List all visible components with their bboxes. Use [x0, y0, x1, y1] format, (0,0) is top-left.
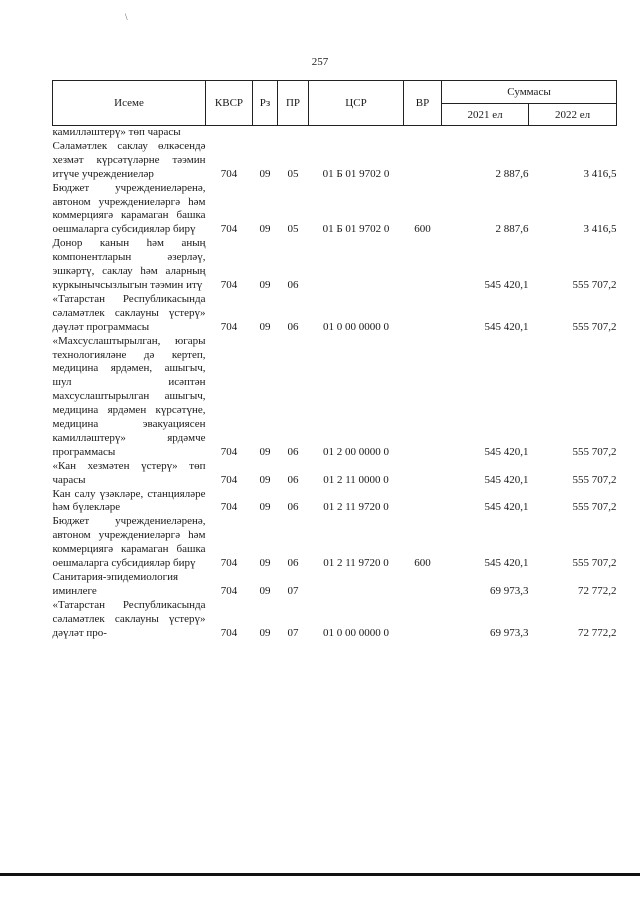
- cell-kvsr: 704: [220, 278, 238, 291]
- cell-vr: [404, 335, 442, 460]
- cell-rz: 09: [259, 501, 271, 514]
- cell-y2022: 555 707,2: [572, 320, 617, 333]
- cell-y2022: 72 772,2: [578, 626, 617, 639]
- cell-y2022: 555 707,2: [572, 557, 617, 570]
- table-row: [53, 488, 617, 516]
- table-row: [53, 571, 617, 599]
- cell-rz: 09: [259, 278, 271, 291]
- cell-name: «Татарстан Республикасында сәламәтлек саклауны үстерү» дәүләт про-: [52, 598, 206, 639]
- cell-name: «Кан хезмәтен үстерү» төп чарасы: [52, 459, 206, 486]
- cell-name: Санитария-эпидемиология иминлеге: [52, 571, 179, 597]
- table-row: [53, 293, 617, 335]
- cell-pr: [278, 126, 309, 140]
- cell-y2021: 69 973,3: [490, 626, 529, 639]
- header-2021: 2021 ел: [442, 104, 529, 126]
- cell-y2021: 545 420,1: [484, 501, 529, 514]
- cell-kvsr: [206, 126, 253, 140]
- table-row: [53, 237, 617, 293]
- cell-csr: 01 0 00 0000 0: [323, 626, 389, 639]
- cell-rz: 09: [259, 167, 271, 180]
- cell-pr: 05: [287, 167, 299, 180]
- cell-pr: 06: [287, 445, 299, 458]
- cell-y2022: 3 416,5: [583, 167, 617, 180]
- cell-csr: 01 2 11 0000 0: [323, 473, 389, 486]
- cell-csr: 01 0 00 0000 0: [323, 320, 389, 333]
- cell-y2022: 3 416,5: [583, 223, 617, 236]
- header-vr: ВР: [404, 81, 442, 126]
- cell-y2022: 555 707,2: [572, 501, 617, 514]
- cell-kvsr: 704: [220, 557, 238, 570]
- bottom-rule: [0, 873, 640, 876]
- table-row: [53, 335, 617, 460]
- cell-vr: [404, 126, 442, 140]
- cell-rz: 09: [259, 584, 271, 597]
- cell-rz: 09: [259, 445, 271, 458]
- header-rz: Рз: [253, 81, 278, 126]
- table-row: [53, 599, 617, 641]
- cell-vr: 600: [414, 557, 431, 570]
- cell-pr: 06: [287, 320, 299, 333]
- cell-name: камилләштерү» төп чарасы: [52, 126, 181, 138]
- header-sums: Суммасы: [442, 81, 617, 104]
- table-row: [53, 515, 617, 571]
- cell-rz: 09: [259, 626, 271, 639]
- cell-csr: 01 Б 01 9702 0: [322, 167, 390, 180]
- cell-name: Бюджет учреждениеләренә, автоном учреждениеләргә һәм коммерциягә карамаган башка оешмаларга субсидияләр бирү: [52, 181, 206, 236]
- cell-name: Кан салу үзәкләре, станцияләре һәм бүлекләре: [52, 487, 206, 514]
- cell-rz: 09: [259, 473, 271, 486]
- cell-name: «Махсуслаштырылган, югары технологияләне дә кертеп, медицина ярдәмен, ашыгыч, шул исәптән махсуслаштырылган ашыгыч, медицина ярдәмен күрсәтүне, медицина эвакуациясен камилләштерү» ярдәмче программасы: [52, 334, 206, 458]
- table-row: [53, 140, 617, 182]
- header-csr: ЦСР: [309, 81, 404, 126]
- cell-y2022: 555 707,2: [572, 278, 617, 291]
- cell-y2021: 545 420,1: [484, 445, 529, 458]
- cell-name: Сәламәтлек саклау өлкәсендә хезмәт күрсәтүләрне тәэмин итүче учреждениеләр: [52, 139, 206, 180]
- cell-vr: [404, 237, 442, 293]
- cell-y2021: 2 887,6: [495, 223, 529, 236]
- header-kvsr: КВСР: [206, 81, 253, 126]
- cell-rz: 09: [259, 557, 271, 570]
- cell-pr: 06: [287, 278, 299, 291]
- cell-pr: 06: [287, 557, 299, 570]
- cell-kvsr: 704: [220, 223, 238, 236]
- scan-speck: \: [125, 12, 128, 22]
- cell-y2022: [529, 126, 617, 140]
- cell-rz: 09: [259, 320, 271, 333]
- cell-kvsr: 704: [220, 501, 238, 514]
- cell-y2021: 545 420,1: [484, 557, 529, 570]
- cell-vr: [404, 488, 442, 516]
- cell-vr: [404, 571, 442, 599]
- cell-kvsr: 704: [220, 584, 238, 597]
- cell-kvsr: 704: [220, 473, 238, 486]
- cell-y2022: 555 707,2: [572, 473, 617, 486]
- cell-y2021: 2 887,6: [495, 167, 529, 180]
- cell-csr: [309, 126, 404, 140]
- cell-csr: 01 2 11 9720 0: [323, 501, 389, 514]
- table-body: [53, 126, 617, 641]
- cell-kvsr: 704: [220, 626, 238, 639]
- cell-vr: [404, 460, 442, 488]
- cell-vr: [404, 599, 442, 641]
- cell-y2022: 72 772,2: [578, 584, 617, 597]
- cell-csr: [309, 571, 404, 599]
- cell-name: Донор канын һәм аның компонентларын әзерләү, эшкәртү, саклау һәм аларның куркынычсызлыгын тәэмин итү: [52, 237, 206, 291]
- cell-csr: 01 2 11 9720 0: [323, 557, 389, 570]
- cell-csr: 01 Б 01 9702 0: [322, 223, 390, 236]
- header-name: Исеме: [53, 81, 206, 126]
- cell-csr: 01 2 00 0000 0: [323, 445, 389, 458]
- budget-table: [52, 80, 617, 641]
- cell-y2021: 545 420,1: [484, 320, 529, 333]
- cell-vr: [404, 140, 442, 182]
- cell-pr: 07: [287, 584, 299, 597]
- cell-y2021: 69 973,3: [490, 584, 529, 597]
- table-row: [53, 126, 617, 140]
- cell-csr: [309, 237, 404, 293]
- cell-name: «Татарстан Республикасында сәламәтлек саклауны үстерү» дәүләт программасы: [52, 292, 206, 333]
- header-pr: ПР: [278, 81, 309, 126]
- table-row: [53, 182, 617, 238]
- cell-kvsr: 704: [220, 445, 238, 458]
- cell-vr: 600: [414, 223, 431, 236]
- cell-kvsr: 704: [220, 167, 238, 180]
- cell-rz: 09: [259, 223, 271, 236]
- page-number: 257: [311, 56, 329, 68]
- header-2022: 2022 ел: [529, 104, 617, 126]
- cell-pr: 06: [287, 501, 299, 514]
- cell-pr: 05: [287, 223, 299, 236]
- cell-y2021: 545 420,1: [484, 473, 529, 486]
- cell-name: Бюджет учреждениеләренә, автоном учреждениеләргә һәм коммерциягә карамаган башка оешмаларга субсидияләр бирү: [52, 515, 206, 570]
- cell-rz: [253, 126, 278, 140]
- table-row: [53, 460, 617, 488]
- cell-y2022: 555 707,2: [572, 445, 617, 458]
- cell-y2021: 545 420,1: [484, 278, 529, 291]
- cell-vr: [404, 293, 442, 335]
- cell-y2021: [442, 126, 529, 140]
- cell-pr: 07: [287, 626, 299, 639]
- cell-pr: 06: [287, 473, 299, 486]
- cell-kvsr: 704: [220, 320, 238, 333]
